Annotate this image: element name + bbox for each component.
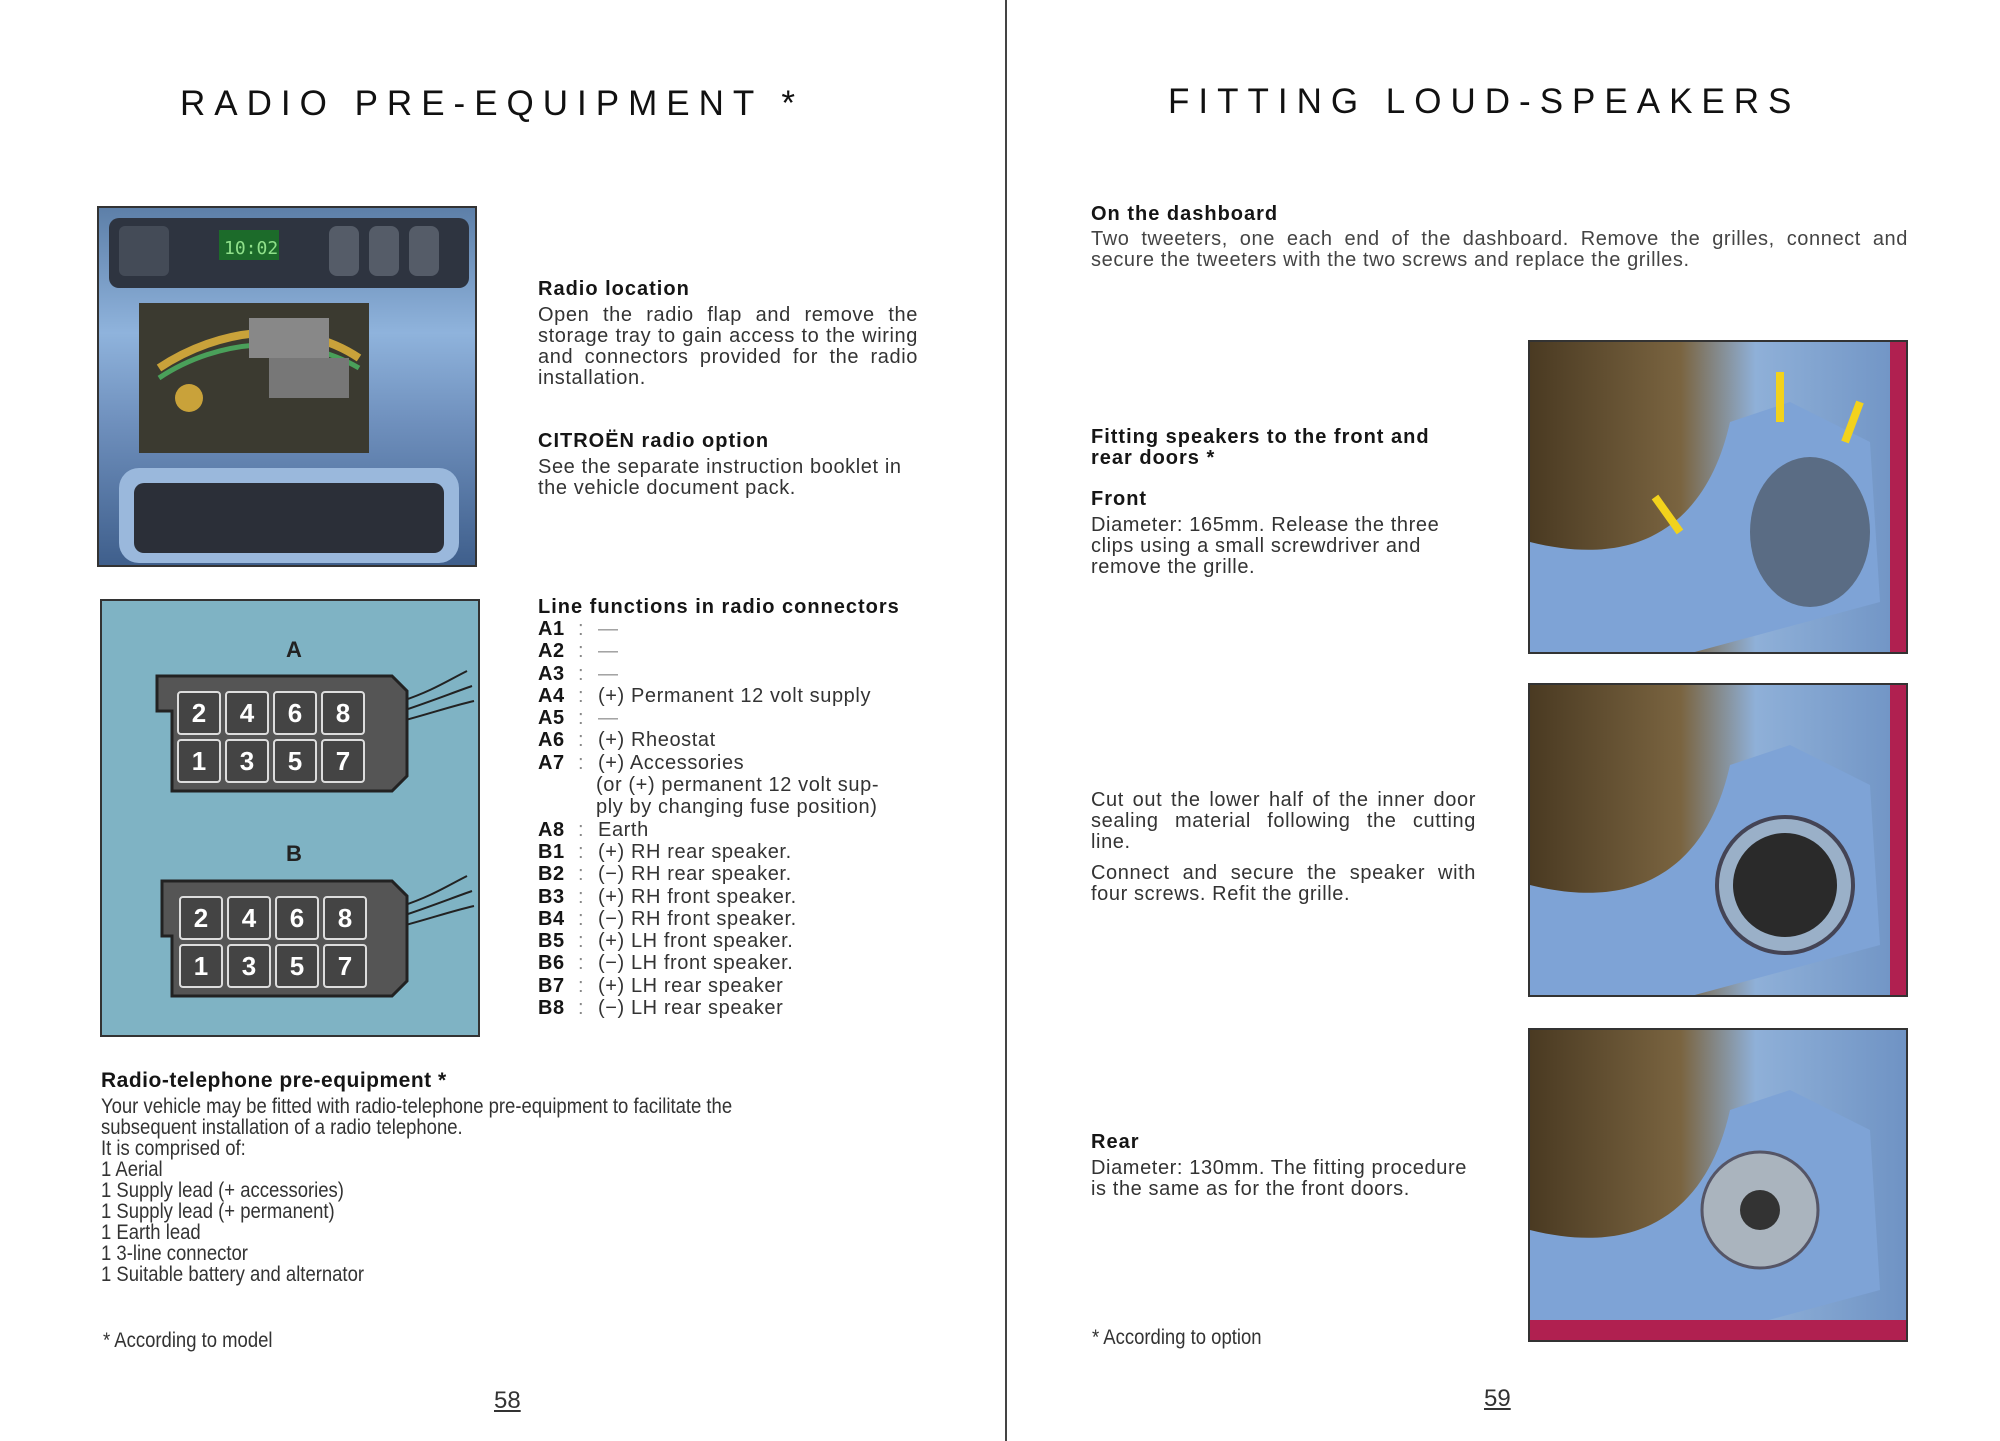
- pin-code: B7: [538, 974, 565, 997]
- pin: 5: [275, 944, 319, 988]
- line-function-row: [538, 908, 918, 930]
- pin-function: —: [598, 618, 619, 640]
- separator: :: [578, 863, 585, 886]
- separator: :: [578, 751, 585, 774]
- page-title-fitting-loud-speakers: FITTING LOUD-SPEAKERS: [1168, 82, 1801, 121]
- radio-telephone-line: 1 Supply lead (+ permanent): [101, 1200, 335, 1223]
- page-number: 59: [1484, 1385, 1511, 1412]
- radio-location-section: [538, 278, 918, 389]
- pin-function: (−) LH front speaker.: [598, 952, 794, 975]
- citroen-option-section: [538, 430, 918, 499]
- radio-telephone-line: 1 Aerial: [101, 1158, 163, 1181]
- pin-code: A5: [538, 707, 565, 730]
- separator: :: [578, 907, 585, 930]
- section-text: See the separate instruction booklet in the vehicle document pack.: [538, 456, 902, 499]
- connector-a-pins: [177, 691, 365, 783]
- pin-function: (−) RH front speaker.: [598, 907, 797, 930]
- line-function-row: [538, 975, 918, 997]
- section-heading: Front: [1091, 488, 1148, 510]
- pin-code: B8: [538, 997, 565, 1020]
- section-text: Diameter: 130mm. The fitting procedure is the same as for the front doors.: [1091, 1157, 1467, 1200]
- line-function-row: [538, 640, 918, 662]
- line-function-row: [538, 618, 918, 640]
- separator: :: [578, 618, 585, 640]
- radio-telephone-lines: [101, 1096, 941, 1285]
- line-function-row: [538, 752, 918, 774]
- pin-code: B1: [538, 840, 565, 863]
- pin: 2: [177, 691, 221, 735]
- line-function-row: [538, 819, 918, 841]
- radio-telephone-section: [101, 1069, 941, 1285]
- section-heading: Line functions in radio connectors: [538, 596, 900, 618]
- pin-function: ply by changing fuse position): [596, 796, 878, 819]
- separator: :: [578, 818, 585, 841]
- separator: :: [578, 662, 585, 685]
- rear-speaker-illustration: [1530, 1030, 1908, 1342]
- section-heading: Radio-telephone pre-equipment *: [101, 1069, 447, 1092]
- page-divider: [1005, 0, 1007, 1441]
- radio-telephone-line: subsequent installation of a radio telephone.: [101, 1116, 463, 1139]
- pin: 5: [273, 739, 317, 783]
- rear-door-speaker-photo: [1528, 1028, 1908, 1342]
- front-door-grille-photo: [1528, 340, 1908, 654]
- radio-clock-display: 10:02: [224, 238, 279, 259]
- pin-function: (+) Accessories: [598, 751, 745, 774]
- pin-code: B2: [538, 863, 565, 886]
- dashboard-section: [1091, 203, 1908, 271]
- line-function-row: [538, 707, 918, 729]
- pin-code: B4: [538, 907, 565, 930]
- line-function-row: [538, 796, 918, 818]
- line-function-row: [538, 685, 918, 707]
- line-function-row: [538, 886, 918, 908]
- separator: :: [578, 885, 585, 908]
- pin: 6: [275, 896, 319, 940]
- page-number: 58: [494, 1387, 521, 1414]
- separator: :: [578, 640, 585, 663]
- pin: 3: [225, 739, 269, 783]
- connector-diagram: [100, 599, 480, 1037]
- pin: 1: [177, 739, 221, 783]
- section-heading: On the dashboard: [1091, 203, 1279, 225]
- separator: :: [578, 997, 585, 1020]
- pin-code: A4: [538, 684, 565, 707]
- pin: 8: [323, 896, 367, 940]
- line-function-row: [538, 729, 918, 751]
- pin-code: A6: [538, 729, 565, 752]
- pin: 7: [321, 739, 365, 783]
- pin-function: —: [598, 640, 619, 663]
- separator: :: [578, 974, 585, 997]
- pin-function: (−) RH rear speaker.: [598, 863, 792, 886]
- line-function-row: [538, 841, 918, 863]
- pin: 4: [227, 896, 271, 940]
- line-function-row: [538, 774, 918, 796]
- radio-telephone-line: 1 Earth lead: [101, 1221, 201, 1244]
- separator: :: [578, 952, 585, 975]
- line-function-row: [538, 952, 918, 974]
- pin-code: A2: [538, 640, 565, 663]
- pin-code: A8: [538, 818, 565, 841]
- pin: 4: [225, 691, 269, 735]
- front-door-speaker-photo: [1528, 683, 1908, 997]
- doors-heading: Fitting speakers to the front and rear doors *: [1091, 426, 1430, 469]
- front-door-illustration: [1530, 342, 1908, 654]
- pin-function: (+) Rheostat: [598, 729, 716, 752]
- section-heading: CITROËN radio option: [538, 430, 770, 452]
- separator: :: [578, 707, 585, 730]
- pin-code: B3: [538, 885, 565, 908]
- pin-function: —: [598, 707, 619, 730]
- connector-b-pins: [179, 896, 367, 988]
- separator: :: [578, 684, 585, 707]
- pin-function: (+) Permanent 12 volt supply: [598, 684, 872, 707]
- pin: 3: [227, 944, 271, 988]
- front-section: [1091, 488, 1476, 578]
- separator: :: [578, 930, 585, 953]
- radio-telephone-line: Your vehicle may be fitted with radio-telephone pre-equipment to facilitate the: [101, 1095, 733, 1118]
- radio-telephone-line: 1 Suitable battery and alternator: [101, 1263, 365, 1286]
- pin-function: (or (+) permanent 12 volt sup-: [596, 774, 880, 797]
- footnote: * According to option: [1092, 1326, 1262, 1349]
- speaker-mounting-illustration: [1530, 685, 1908, 997]
- line-function-row: [538, 863, 918, 885]
- section-heading: Radio location: [538, 278, 690, 300]
- connector-a-label: A: [286, 637, 302, 662]
- separator: :: [578, 840, 585, 863]
- pin-function: (+) LH rear speaker: [598, 974, 784, 997]
- line-functions-list: [538, 618, 918, 1019]
- rear-section: [1091, 1131, 1476, 1200]
- section-heading: Rear: [1091, 1131, 1140, 1153]
- pin-code: A3: [538, 662, 565, 685]
- radio-telephone-line: 1 Supply lead (+ accessories): [101, 1179, 344, 1202]
- section-text: Two tweeters, one each end of the dashboard. Remove the grilles, connect and secure the tweeters with the two screws and replace the grilles.: [1091, 228, 1908, 271]
- pin-code: [538, 796, 596, 818]
- section-text: Open the radio flap and remove the storage tray to gain access to the wiring and connectors provided for the radio installation.: [538, 304, 918, 389]
- pin-code: A7: [538, 751, 565, 774]
- pin: 7: [323, 944, 367, 988]
- section-text: Diameter: 165mm. Release the three clips using a small screwdriver and remove the grille.: [1091, 514, 1440, 578]
- pin: 1: [179, 944, 223, 988]
- pin: 2: [179, 896, 223, 940]
- radio-compartment-illustration: [99, 208, 477, 567]
- cut-out-text: Cut out the lower half of the inner door sealing material following the cutting line.: [1091, 789, 1476, 853]
- line-functions-section: [538, 597, 918, 1019]
- pin-function: (−) LH rear speaker: [598, 997, 784, 1020]
- separator: :: [578, 729, 585, 752]
- pin-function: Earth: [598, 818, 649, 841]
- pin-code: B5: [538, 930, 565, 953]
- radio-compartment-photo: [97, 206, 477, 567]
- pin-code: B6: [538, 952, 565, 975]
- pin-function: (+) RH rear speaker.: [598, 840, 792, 863]
- line-function-row: [538, 997, 918, 1019]
- line-function-row: [538, 663, 918, 685]
- connect-text: Connect and secure the speaker with four screws. Refit the grille.: [1091, 862, 1476, 905]
- pin-function: —: [598, 662, 619, 685]
- line-function-row: [538, 930, 918, 952]
- pin-code: A1: [538, 618, 565, 640]
- pin-function: (+) RH front speaker.: [598, 885, 797, 908]
- pin: 8: [321, 691, 365, 735]
- pin-function: (+) LH front speaker.: [598, 930, 794, 953]
- connector-b-label: B: [286, 841, 302, 866]
- radio-telephone-line: 1 3-line connector: [101, 1242, 248, 1265]
- page-title-radio-pre-equipment: RADIO PRE-EQUIPMENT *: [180, 84, 804, 123]
- pin-code: [538, 774, 596, 796]
- radio-telephone-line: It is comprised of:: [101, 1137, 246, 1160]
- pin: 6: [273, 691, 317, 735]
- footnote: * According to model: [103, 1329, 273, 1352]
